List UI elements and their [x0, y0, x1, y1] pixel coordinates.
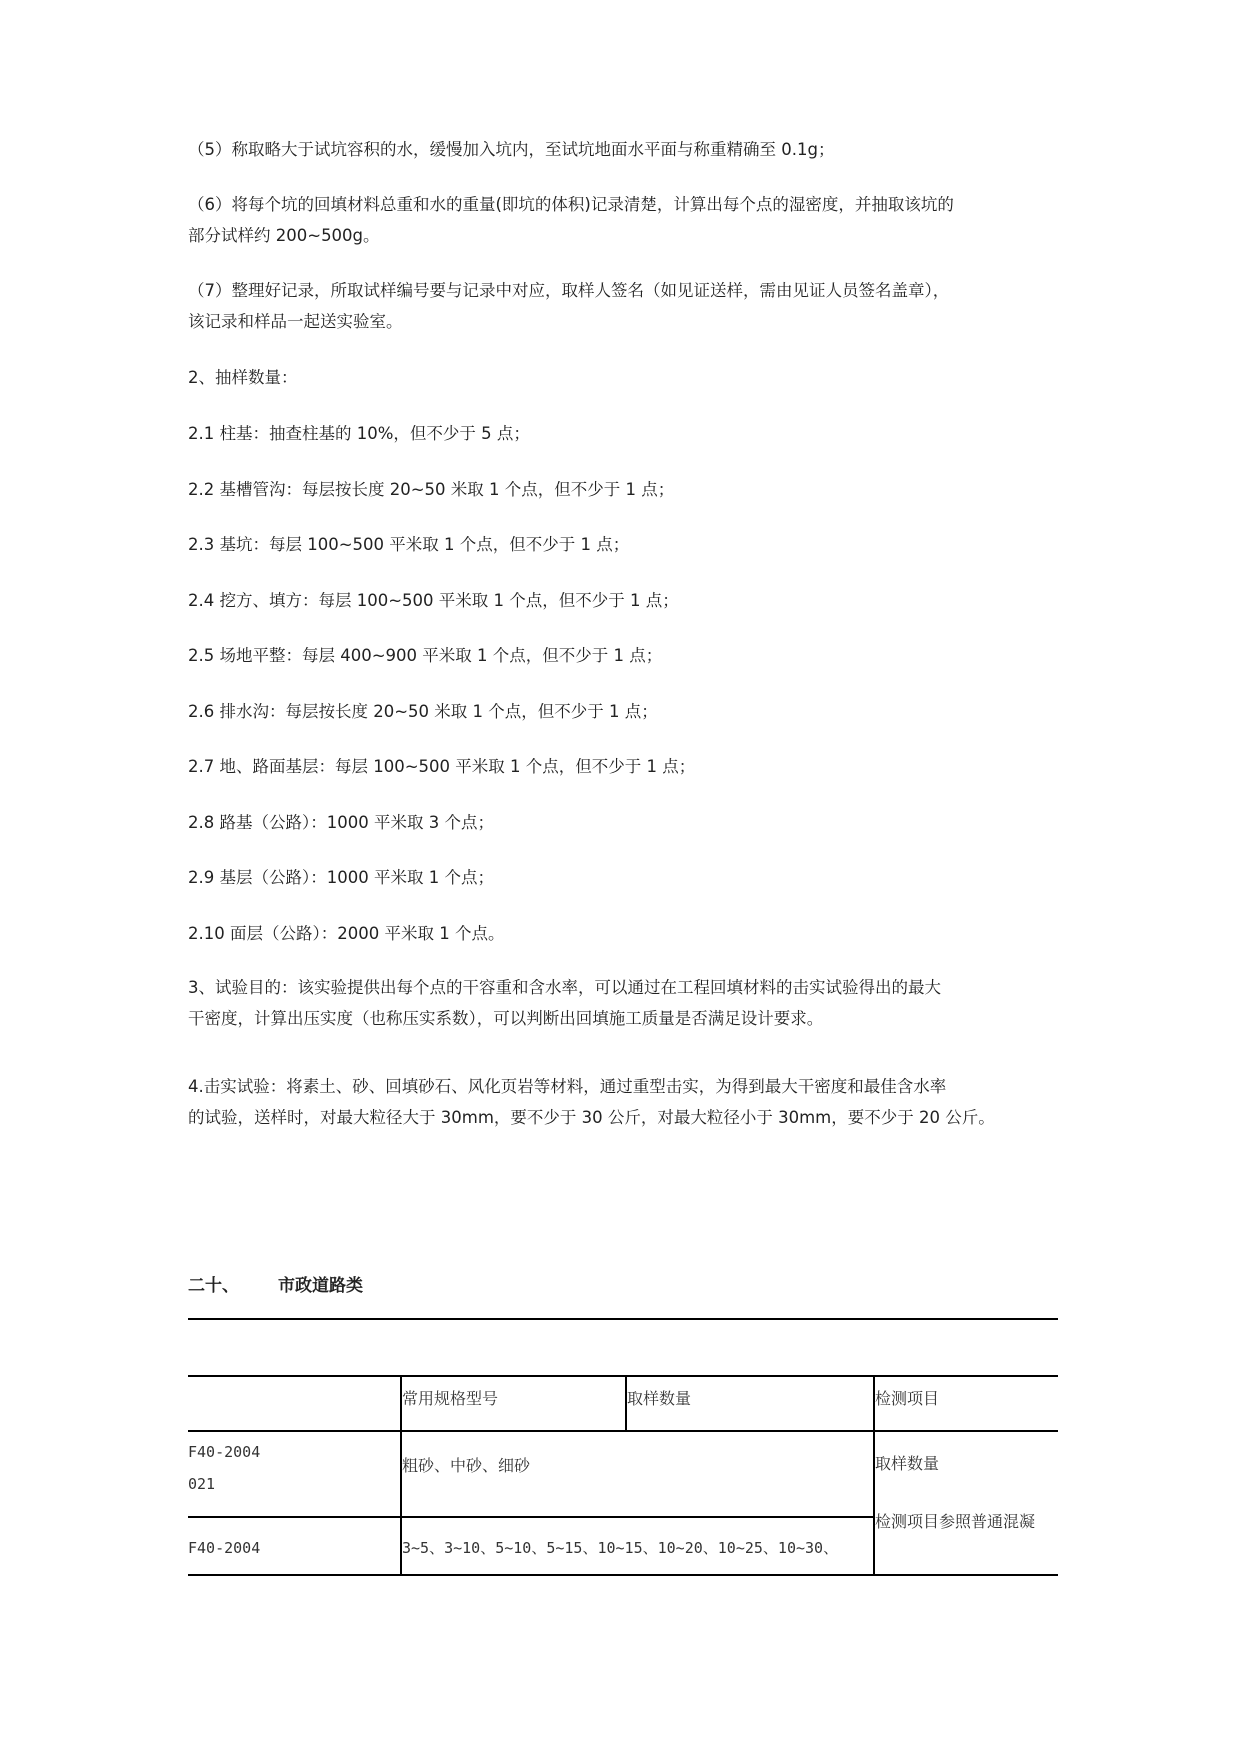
paragraph-2-10 — [188, 918, 1058, 949]
text-line: （6）将每个坑的回填材料总重和水的重量(即坑的体积)记录清楚，计算出每个点的湿密度，并抽取该坑的 — [188, 195, 954, 214]
text-line: 2.3 基坑：每层 100~500 平米取 1 个点，但不少于 1 点； — [188, 535, 630, 554]
paragraph-sampling-quantity — [188, 362, 1058, 393]
text-line: 该记录和样品一起送实验室。 — [188, 312, 403, 331]
section-title: 市政道路类 — [278, 1276, 363, 1296]
header-sample-qty: 取样数量 — [627, 1389, 692, 1408]
paragraph-2-8 — [188, 807, 1058, 838]
text-line: 4.击实试验：将素土、砂、回填砂石、风化页岩等材料，通过重型击实，为得到最大干密度和最佳含水率 — [188, 1077, 947, 1096]
section-number: 二十、 — [188, 1276, 239, 1296]
text-line: 2.2 基槽管沟：每层按长度 20~50 米取 1 个点，但不少于 1 点； — [188, 480, 675, 499]
paragraph-test-purpose — [188, 972, 1058, 1034]
row2-standard: F40-2004 — [188, 1539, 261, 1557]
text-line: （5）称取略大于试坑容积的水，缓慢加入坑内，至试坑地面水平面与称重精确至 0.1g； — [188, 140, 835, 159]
paragraph-2-9 — [188, 862, 1058, 893]
paragraph-2-5 — [188, 640, 1058, 671]
text-line: 2、抽样数量： — [188, 368, 298, 387]
paragraph-2-7 — [188, 751, 1058, 782]
text-line: 2.5 场地平整：每层 400~900 平米取 1 个点，但不少于 1 点； — [188, 646, 663, 665]
row1-standard — [188, 1440, 396, 1496]
text-line: （7）整理好记录，所取试样编号要与记录中对应，取样人签名（如见证送样，需由见证人员签名盖章）， — [188, 281, 950, 300]
text-line: 2.1 柱基：抽查柱基的 10%，但不少于 5 点； — [188, 424, 530, 443]
text-line: 2.7 地、路面基层：每层 100~500 平米取 1 个点，但不少于 1 点； — [188, 757, 696, 776]
merged-sample-qty: 取样数量 — [875, 1454, 940, 1473]
text-line: 2.10 面层（公路）：2000 平米取 1 个点。 — [188, 924, 505, 943]
paragraph-2-6 — [188, 696, 1058, 727]
row1-spec: 粗砂、中砂、细砂 — [402, 1456, 531, 1475]
text-line: 的试验，送样时，对最大粒径大于 30mm，要不少于 30 公斤，对最大粒径小于 30mm，要不少于 20 公斤。 — [188, 1108, 995, 1127]
section-divider — [188, 1318, 1058, 1320]
text-line: 部分试样约 200~500g。 — [188, 226, 380, 245]
table-header-border — [188, 1430, 1058, 1432]
text-line: 2.4 挖方、填方：每层 100~500 平米取 1 个点，但不少于 1 点； — [188, 591, 679, 610]
section-heading — [188, 1274, 363, 1298]
paragraph-2-2 — [188, 474, 1058, 505]
merged-test-items: 检测项目参照普通混凝 — [875, 1512, 1036, 1531]
paragraph-compaction-test — [188, 1071, 1058, 1133]
paragraph-2-4 — [188, 585, 1058, 616]
header-spec: 常用规格型号 — [402, 1389, 499, 1408]
text-line: 干密度，计算出压实度（也称压实系数），可以判断出回填施工质量是否满足设计要求。 — [188, 1009, 824, 1028]
table-bottom-border — [188, 1574, 1058, 1576]
text-line: 2.8 路基（公路）：1000 平米取 3 个点； — [188, 813, 494, 832]
row2-spec: 3~5、3~10、5~10、5~15、10~15、10~20、10~25、10~30、 — [402, 1539, 839, 1557]
paragraph-2-1 — [188, 418, 1058, 449]
text-line: 3、试验目的：该实验提供出每个点的干容重和含水率，可以通过在工程回填材料的击实试验得出的最大 — [188, 978, 941, 997]
paragraph-step-7 — [188, 275, 1058, 337]
header-test-items: 检测项目 — [875, 1389, 940, 1408]
paragraph-step-5 — [188, 134, 1058, 165]
standard-line: F40-2004 — [188, 1443, 261, 1461]
paragraph-step-6 — [188, 189, 1058, 251]
text-line: 2.6 排水沟：每层按长度 20~50 米取 1 个点，但不少于 1 点； — [188, 702, 658, 721]
table-top-border — [188, 1375, 1058, 1377]
text-line: 2.9 基层（公路）：1000 平米取 1 个点； — [188, 868, 494, 887]
paragraph-2-3 — [188, 529, 1058, 560]
table-row-border — [188, 1516, 874, 1518]
standard-line: 021 — [188, 1475, 216, 1493]
